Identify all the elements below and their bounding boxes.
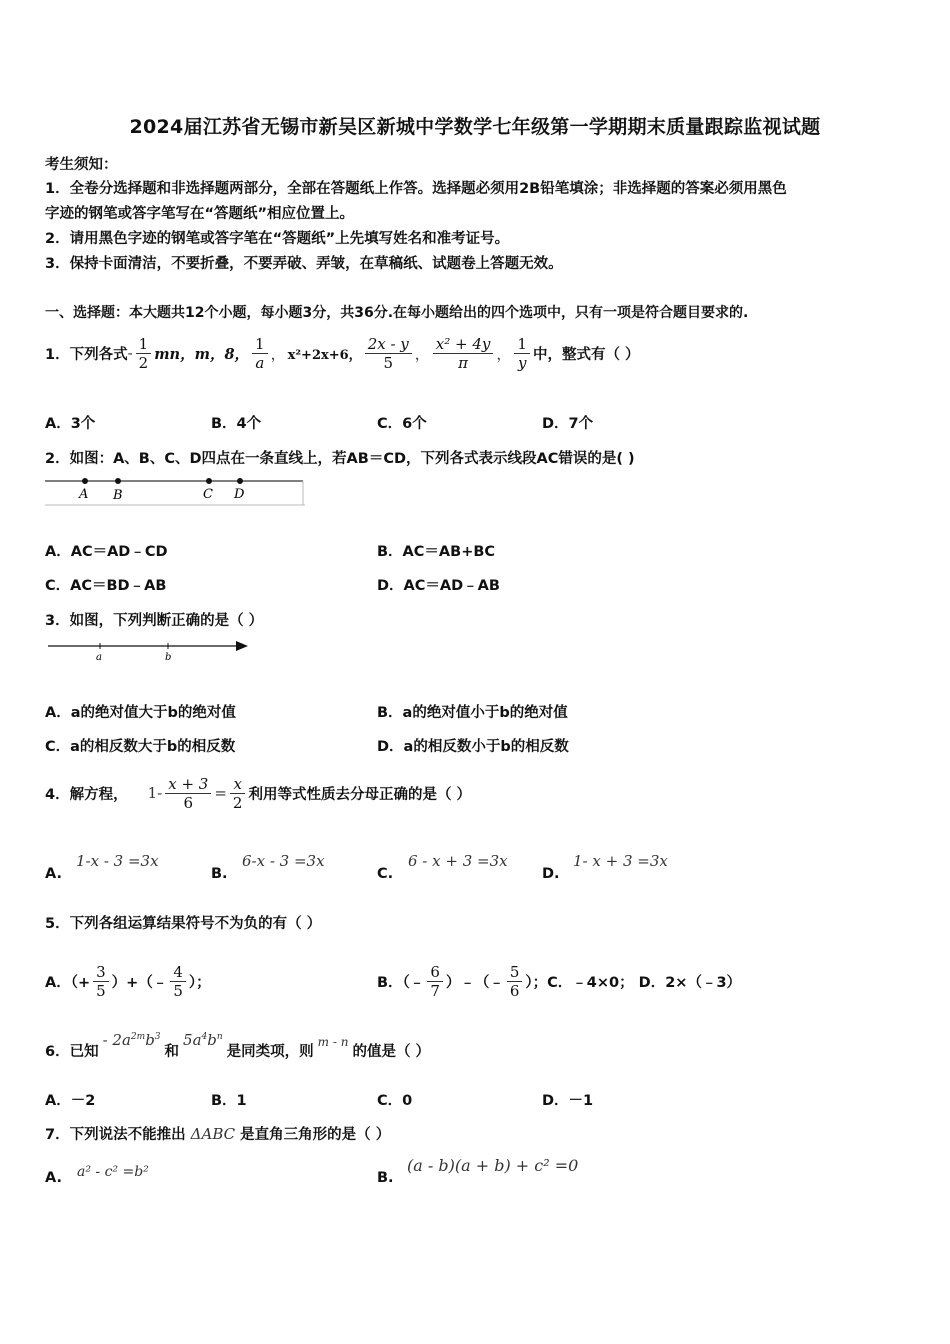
q4-option-b[interactable]: 6-x - 3 =3x [242,852,325,870]
q6-option-c[interactable]: C．0 [377,1093,413,1109]
section-heading: 一、选择题：本大题共12个小题，每小题3分，共36分.在每小题给出的四个选项中，只有一项是符合题目要求的. [45,305,749,321]
q6-and: 和 [164,1043,180,1060]
question-1: 1．下列各式 - $\frac{1}{2}$ mn，m，8， $\frac{1}{a}$ ， x²+2x+6， $\frac{2x - y}{5}$ ， $\frac{\text{x² + 4y}}{\pi}$ ， $\frac{1}{y}$ 中，整式有（ ） [45,334,640,372]
q1-option-b[interactable]: B．4个 [211,416,262,432]
q2-option-a[interactable]: A．AC＝AD﹣CD [45,544,168,560]
q5-b-fraction-1: $\frac{6}{7}$ [427,963,443,1000]
q1-option-a[interactable]: A．3个 [45,416,96,432]
q7-option-a-label[interactable]: A. [45,1170,62,1186]
q3-option-d[interactable]: D．a的相反数小于b的相反数 [377,739,569,755]
q2-point-d [237,478,243,484]
question-3: 3．如图，下列判断正确的是（ ） [45,613,264,629]
q2-option-c[interactable]: C．AC＝BD﹣AB [45,578,167,594]
q1-fraction-2: $\frac{1}{a}$ [252,335,268,372]
q5-b-mid: ）﹣（﹣ [445,974,504,991]
q4-eq-sign: = [214,784,227,802]
q4-prefix: 4．解方程， [45,786,128,803]
q5-a-fraction-1: $\frac{3}{5}$ [93,963,109,1000]
q2-option-d[interactable]: D．AC＝AD﹣AB [377,578,500,594]
q1-option-d[interactable]: D．7个 [542,416,594,432]
question-4 [45,767,471,819]
q2-point-c [206,478,212,484]
q1-fraction-3: $\frac{2x - y}{5}$ [365,335,412,372]
q7-option-a[interactable]: a² - c² =b² [77,1164,149,1180]
page-title: 2024届江苏省无锡市新吴区新城中学数学七年级第一学期期末质量跟踪监视试题 [129,116,821,138]
q3-number-line [48,638,254,664]
q1-fraction-4: $\frac{\text{x² + 4y}}{\pi}$ [433,335,494,372]
q6-suffix: 的值是（ ） [352,1043,431,1060]
question-2: 2．如图：A、B、C、D四点在一条直线上，若AB＝CD，下列各式表示线段AC错误的是( ) [45,451,635,467]
notice-item-1-cont: 字迹的钢笔或答字笔写在“答题纸”相应位置上。 [45,206,355,222]
q1-fraction-5: $\frac{1}{y}$ [514,335,530,372]
q5-b-fraction-2: $\frac{5}{6}$ [507,963,523,1000]
q4-fraction-2: $\frac{x}{2}$ [230,775,246,812]
q3-option-a[interactable]: A．a的绝对值大于b的绝对值 [45,705,236,721]
q4-eq-lead: 1- [147,784,163,802]
q1-fraction-1: $\frac{1}{2}$ [136,335,152,372]
q5-a-end: ）； [188,974,211,991]
q5-option-a[interactable] [45,943,211,1019]
q4-fraction-1: $\frac{x + 3}{6}$ [165,775,211,812]
q3-label-a: a [96,652,102,663]
q2-label-a: A [79,487,89,502]
q6-expr-3: m - n [317,1035,349,1049]
q7-option-b[interactable]: (a - b)(a + b) + c² =0 [407,1156,579,1175]
q3-option-b[interactable]: B．a的绝对值小于b的绝对值 [377,705,568,721]
q2-label-c: C [203,487,213,502]
question-6 [45,1030,430,1070]
q6-expr-2: $5a^4b^n$ [183,1031,223,1049]
q1-mid2: x²+2x+6， [287,347,362,363]
q5-a-fraction-2: $\frac{4}{5}$ [170,963,186,1000]
q4-option-a[interactable]: 1-x - 3 =3x [76,852,159,870]
q5-b-end: ）；C．﹣4×0； D．2×（﹣3） [525,974,742,991]
notice-item-2: 2．请用黑色字迹的钢笔或答字笔在“答题纸”上先填写姓名和准考证号。 [45,231,510,247]
q6-option-b[interactable]: B．1 [211,1093,247,1109]
q7-prefix: 7．下列说法不能推出 [45,1127,186,1143]
q6-mid: 是同类项，则 [226,1043,314,1060]
q6-expr-1: - $2a^{2m}b^3$ [102,1031,161,1049]
question-5: 5．下列各组运算结果符号不为负的有（ ） [45,916,322,932]
q4-option-a-label[interactable]: A. [45,866,62,882]
q2-label-b: B [113,488,123,503]
q7-option-b-label[interactable]: B. [377,1170,394,1186]
q4-option-b-label[interactable]: B. [211,866,228,882]
q4-option-c-label[interactable]: C. [377,866,394,882]
q5-a-mid: ）+（﹣ [111,974,168,991]
q3-arrow-icon [236,641,248,651]
q4-option-d[interactable]: 1- x + 3 =3x [573,852,668,870]
q5-b-label: B．（﹣ [377,974,425,991]
notice-item-3: 3．保持卡面清洁，不要折叠，不要弄破、弄皱，在草稿纸、试题卷上答题无效。 [45,256,563,272]
q2-point-b [115,478,121,484]
q2-option-b[interactable]: B．AC＝AB+BC [377,544,496,560]
q4-option-c[interactable]: 6 - x + 3 =3x [408,852,508,870]
q3-option-c[interactable]: C．a的相反数大于b的相反数 [45,739,236,755]
q5-option-b[interactable] [377,943,741,1019]
q6-option-a[interactable]: A．－2 [45,1093,96,1109]
q1-prefix: 1．下列各式 [45,346,128,363]
q1-mid1: mn，m，8， [154,345,250,363]
q2-label-d: D [234,487,245,502]
q1-option-c[interactable]: C．6个 [377,416,427,432]
question-7 [45,1123,390,1144]
q2-line-figure [45,474,307,508]
q6-option-d[interactable]: D．－1 [542,1093,594,1109]
notice-item-1: 1．全卷分选择题和非选择题两部分，全部在答题纸上作答。选择题必须用2B铅笔填涂；非选择题的答案必须用黑色 [45,181,787,197]
q5-a-label: A．（+ [45,974,91,991]
q3-label-b: b [165,652,172,663]
q7-suffix: 是直角三角形的是（ ） [240,1127,391,1143]
q6-prefix: 6．已知 [45,1043,99,1060]
q4-option-d-label[interactable]: D. [542,866,560,882]
q4-suffix: 利用等式性质去分母正确的是（ ） [248,786,471,803]
q2-point-a [82,478,88,484]
q7-triangle: ΔABC [190,1125,236,1143]
q1-suffix: 中，整式有（ ） [532,346,640,363]
notice-heading: 考生须知： [45,157,118,173]
